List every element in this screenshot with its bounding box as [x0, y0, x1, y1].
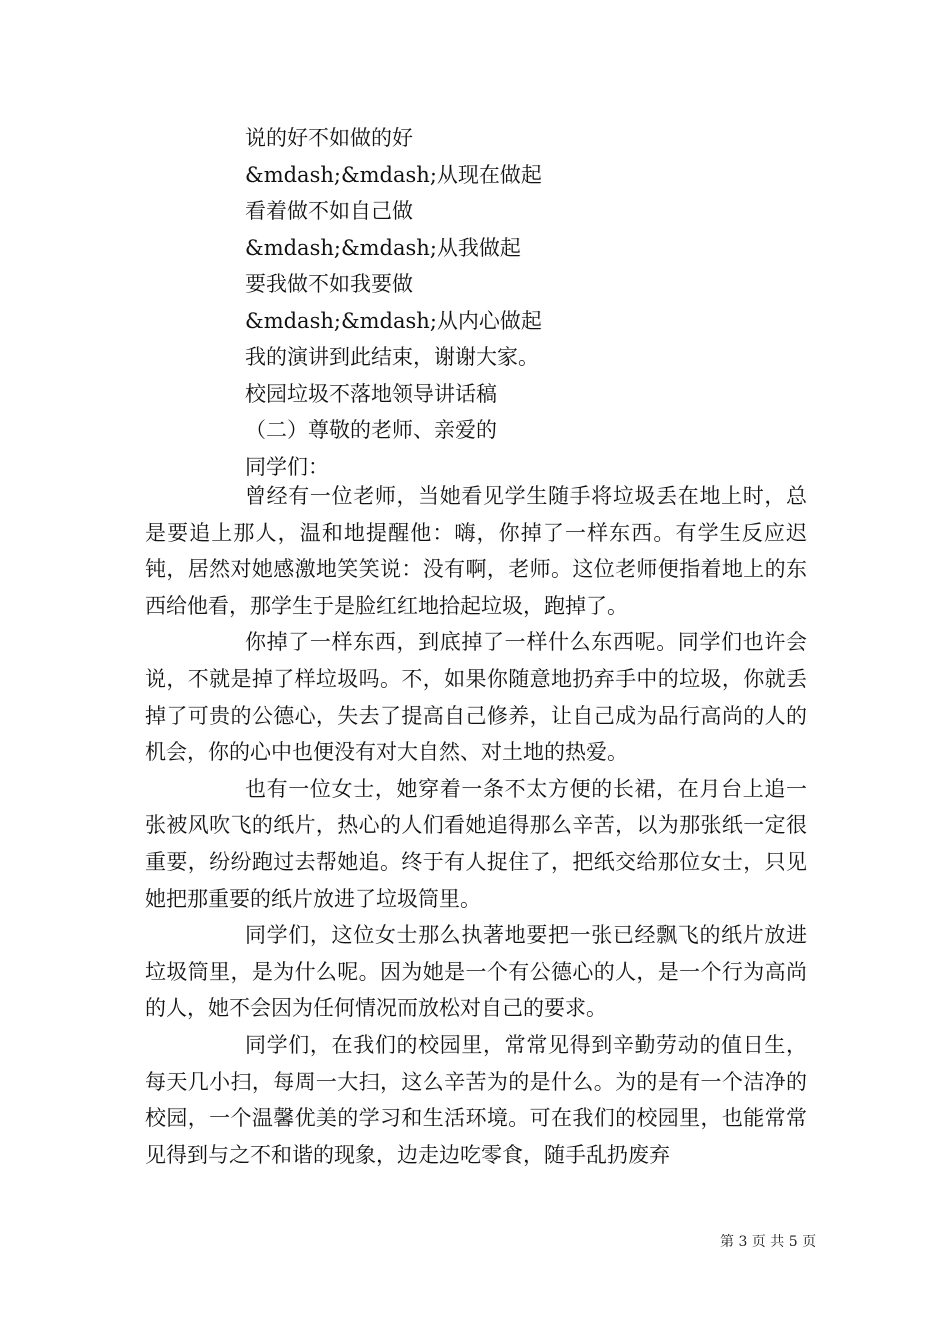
text-line: 我的演讲到此结束，谢谢大家。 [245, 345, 539, 369]
paragraph: 也有一位女士，她穿着一条不太方便的长裙，在月台上追一张被风吹飞的纸片，热心的人们看她追得那么辛苦，以为那张纸一定很重要，纷纷跑过去帮她追。终于有人捉住了，把纸交给那位女士，只见她把那重要的纸片放进了垃圾筒里。 [145, 776, 807, 911]
text-line: &mdash;&mdash;从现在做起 [245, 162, 542, 187]
text-line: 要我做不如我要做 [245, 272, 413, 296]
paragraph: 同学们，在我们的校园里，常常见得到辛勤劳动的值日生，每天几小扫，每周一大扫，这么辛苦为的是什么。为的是有一个洁净的校园，一个温馨优美的学习和生活环境。可在我们的校园里，也能常常见得到与之不和谐的现象，边走边吃零食，随手乱扔废弃 [145, 1032, 807, 1167]
text-line: 看着做不如自己做 [245, 199, 413, 223]
page-number-footer: 第 3 页 共 5 页 [720, 1234, 817, 1250]
paragraph: 你掉了一样东西，到底掉了一样什么东西呢。同学们也许会说，不就是掉了样垃圾吗。不，如果你随意地扔弃手中的垃圾，你就丢掉了可贵的公德心，失去了提高自己修养，让自己成为品行高尚的人的机会，你的心中也便没有对大自然、对土地的热爱。 [145, 630, 807, 765]
text-line: &mdash;&mdash;从我做起 [245, 235, 521, 260]
text-line: 同学们： [245, 454, 329, 479]
paragraph: 同学们，这位女士那么执著地要把一张已经飘飞的纸片放进垃圾筒里，是为什么呢。因为她是一个有公德心的人，是一个行为高尚的人，她不会因为任何情况而放松对自己的要求。 [145, 923, 807, 1021]
text-line: 说的好不如做的好 [245, 126, 413, 150]
text-line: &mdash;&mdash;从内心做起 [245, 308, 542, 333]
paragraph: 曾经有一位老师，当她看见学生随手将垃圾丢在地上时，总是要追上那人，温和地提醒他：嗨，你掉了一样东西。有学生反应迟钝，居然对她感激地笑笑说：没有啊，老师。这位老师便指着地上的东西给他看，那学生于是脸红红地拾起垃圾，跑掉了。 [145, 484, 807, 618]
body-text [145, 478, 807, 1173]
document-title: 校园垃圾不落地领导讲话稿 [245, 381, 497, 406]
text-line: （二）尊敬的老师、亲爱的 [245, 418, 497, 442]
short-lines-block [245, 120, 845, 485]
